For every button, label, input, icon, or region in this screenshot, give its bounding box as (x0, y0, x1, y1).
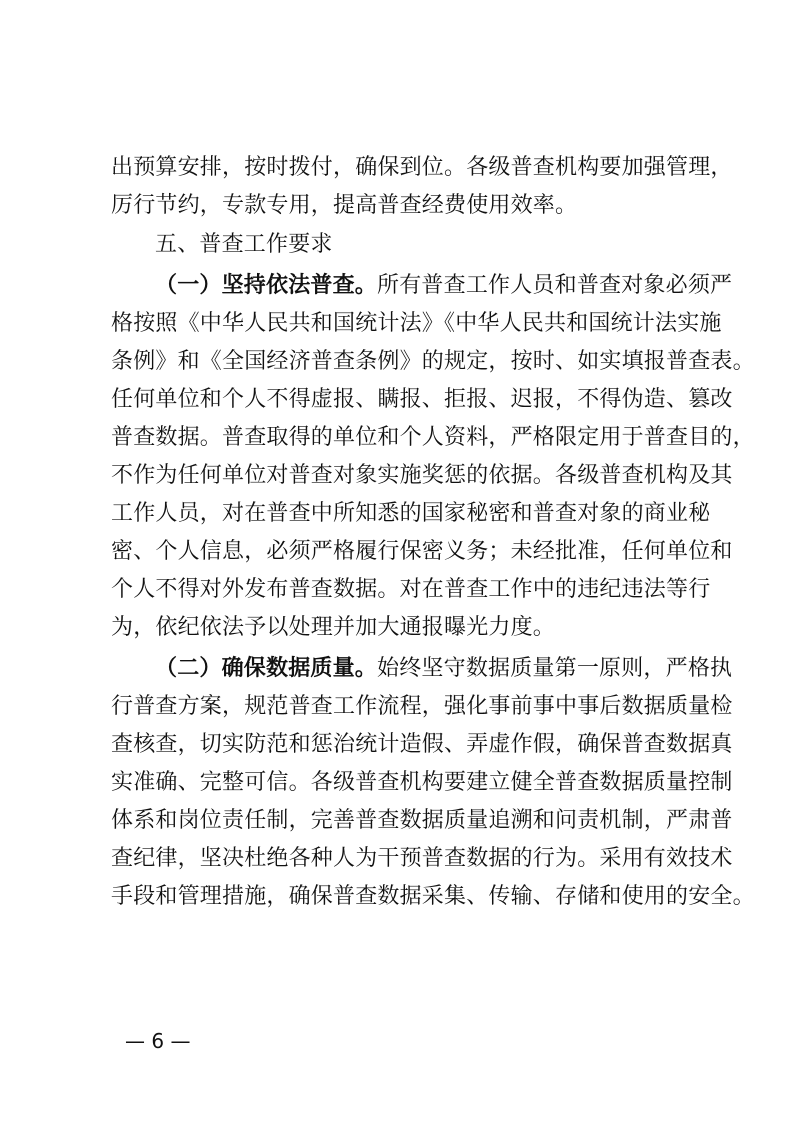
body-text-line: 普查数据。普查取得的单位和个人资料，严格限定用于普查目的， (111, 425, 755, 450)
body-text-line: 实准确、完整可信。各级普查机构要建立健全普查数据质量控制 (111, 770, 733, 795)
body-text-line: 出预算安排，按时拨付，确保到位。各级普查机构要加强管理， (111, 155, 733, 180)
body-text-line: 工作人员，对在普查中所知悉的国家秘密和普查对象的商业秘 (111, 501, 711, 526)
body-text-line: 条例》和《全国经济普查条例》的规定，按时、如实填报普查表。 (111, 349, 755, 374)
item-one-title: （一）坚持依法普查。 (155, 273, 378, 298)
item-two-title: （二）确保数据质量。 (155, 656, 378, 681)
item-one-first-line-text: 所有普查工作人员和普查对象必须严 (377, 273, 733, 298)
item-one-first-line (155, 267, 733, 305)
body-text-line: 查核查，切实防范和惩治统计造假、弄虚作假，确保普查数据真 (111, 732, 733, 757)
item-two-first-line-text: 始终坚守数据质量第一原则，严格执 (377, 656, 733, 681)
body-text-line: 格按照《中华人民共和国统计法》《中华人民共和国统计法实施 (111, 311, 722, 336)
body-text-line: 体系和岗位责任制，完善普查数据质量追溯和问责机制，严肃普 (111, 808, 733, 833)
body-text-line: 手段和管理措施，确保普查数据采集、传输、存储和使用的安全。 (111, 884, 755, 909)
page-number: — 6 — (125, 1029, 191, 1053)
body-text-line: 密、个人信息，必须严格履行保密义务；未经批准，任何单位和 (111, 539, 733, 564)
item-two-first-line (155, 650, 733, 688)
body-text-line: 行普查方案，规范普查工作流程，强化事前事中事后数据质量检 (111, 694, 733, 719)
body-text-line: 为，依纪依法予以处理并加大通报曝光力度。 (111, 615, 556, 640)
body-text-line: 不作为任何单位对普查对象实施奖惩的依据。各级普查机构及其 (111, 463, 733, 488)
body-text-line: 个人不得对外发布普查数据。对在普查工作中的违纪违法等行 (111, 577, 711, 602)
body-text-line: 厉行节约，专款专用，提高普查经费使用效率。 (111, 193, 578, 218)
body-text-line: 查纪律，坚决杜绝各种人为干预普查数据的行为。采用有效技术 (111, 846, 733, 871)
body-text-line: 任何单位和个人不得虚报、瞒报、拒报、迟报，不得伪造、篡改 (111, 387, 733, 412)
section-heading: 五、普查工作要求 (155, 232, 333, 257)
